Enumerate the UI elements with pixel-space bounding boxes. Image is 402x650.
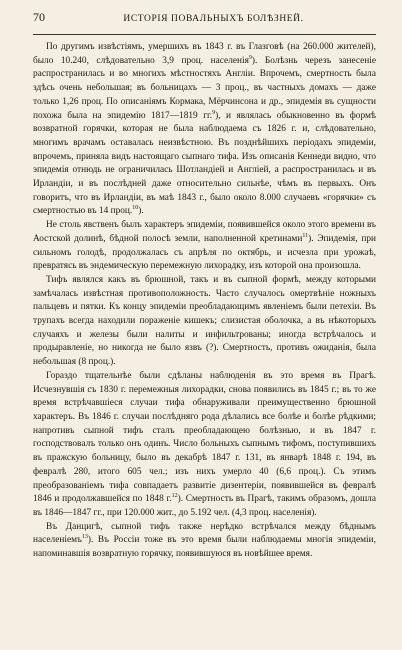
page-number: 70 bbox=[33, 10, 45, 24]
page-header bbox=[33, 10, 376, 32]
footnote-ref: 9 bbox=[212, 109, 216, 116]
text-run: Въ Данцигѣ, сыпной тифъ также нерѣдко встрѣчался между бѣднымъ населеніемъ bbox=[33, 521, 376, 546]
text-run: По другимъ извѣстіямъ, умершихъ въ 1843 г. въ Глазговѣ (на 260.000 жителей), было 10.240, слѣдовательно 3,9 проц. населенія bbox=[33, 42, 376, 66]
text-run: ). Въ Россіи тоже въ это время были наблюдаемы многія эпидеміи, напоминавшія возвратную горячку, появившуюся въ новѣйшее время. bbox=[33, 535, 376, 560]
footnote-ref: 9 bbox=[248, 54, 252, 61]
running-title: ИСТОРІЯ ПОВАЛЬНЫХЪ БОЛѢЗНЕЙ. bbox=[123, 14, 304, 24]
footnote-ref: 13 bbox=[81, 534, 88, 541]
footnote-ref: 12 bbox=[171, 493, 178, 500]
text-run: ). Болѣзнь черезъ занесеніе распространилась и во многихъ мѣстностяхъ Англіи. Впрочемъ, смертность была здѣсь очень небольшая; въ больницахъ — 3 проц., въ частныхъ домахъ — даже только 1,26 проц. По описаніямъ Кормака, Мёрчинсона и др., эпидемія въ сущности похожа была на эпидемію 1817—1819 гг. bbox=[33, 55, 376, 121]
text-run: ). bbox=[138, 206, 144, 217]
paragraph bbox=[33, 41, 376, 219]
paragraph bbox=[33, 219, 376, 274]
paragraph bbox=[33, 274, 376, 370]
paragraph bbox=[33, 521, 376, 562]
footnote-ref: 10 bbox=[132, 205, 139, 212]
footnote-ref: 11 bbox=[302, 232, 309, 239]
text-run: Гораздо тщательнѣе были сдѣланы наблюденія въ это время въ Прагѣ. Исчезнувшія съ 1830 г. перемежныя лихорадки, снова появились въ 1845 г.; въ то же время встрѣчавшіеся случаи тифа обнаруживали преимущественно брюшной характеръ. Въ 1846 г. случаи послѣдняго рода дѣлались все болѣе и болѣе рѣдкими; напротивъ сыпной тифъ сталъ преобладающею болѣзнью, и въ 1847 г. господствовалъ только онъ одинъ. Число больныхъ сыпнымъ тифомъ, поступившихъ въ пражскую больницу, было въ декабрѣ 1847 г. 131, въ январѣ 1848 г. 194, въ февралѣ 280, итого 605 чел.; изъ нихъ умерло 40 (6,6 проц.). Съ этимъ преобразованіемъ тифа совпадаетъ развитіе дизентеріи, появившейся въ февралѣ 1846 и продолжавшейся по 1848 г. bbox=[33, 370, 376, 505]
text-run: ), и являлась обыкновенно въ формѣ возвратной горячки, которая не была наблюдаема съ 1826 г. и, слѣдовательно, многимъ врачамъ оставалась неизвѣстною. Въ позднѣйшихъ періодахъ эпидеміи, впрочемъ, приняла видъ настоящаго сыпнаго тифа. Изъ описанія Кеннеди видно, что эпидемія отнюдь не ограничилась Шотландіей и Англіей, а распространилась и въ Ирландіи, и въ послѣдней даже относительно сильнѣе, чѣмъ въ первыхъ. Онъ говоритъ, что въ Ирландіи, въ маѣ 1843 г., было около 8.000 случаевъ «горячки» съ смертностью въ 14 проц. bbox=[33, 110, 376, 217]
text-run: Тифъ являлся какъ въ брюшной, такъ и въ сыпной формѣ, между которыми замѣчалась извѣстная противоположность. Часто случалось омертвѣніе ножныхъ пальцевъ и пятки. Къ концу эпидеміи преобладающимъ явленіемъ были петехіи. Въ трупахъ всегда находили пораженіе кишекъ; слизистая оболочка, а въ нѣкоторыхъ случаяхъ и железы были налиты и инфильтрованы; иногда встрѣчалось и продыравленіе, но никогда не было язвъ (?). Смертность, противъ ожиданія, была небольшая (8 проц.). bbox=[33, 274, 376, 368]
body-text bbox=[33, 41, 376, 562]
text-run: ). Эпидемія, при сильномъ голодѣ, продолжалась съ апрѣля по октябрь, и исчезла при урожаѣ, превратясь въ эндемическую перемежную лихорадку, изъ которой она произошла. bbox=[33, 233, 376, 272]
paragraph bbox=[33, 370, 376, 521]
header-rule bbox=[33, 34, 376, 35]
text-run: ). Смертность въ Прагѣ, такимъ образомъ, дошла въ 1846—1847 гг., при 120.000 жит., до 5.192 чел. (4,3 проц. населенія). bbox=[33, 494, 376, 518]
text-run: Не столь явственъ былъ характеръ эпидеміи, появившейся около этого времени въ Аостской долинѣ, бѣдной полосѣ земли, наполненной кретинами bbox=[33, 220, 376, 244]
